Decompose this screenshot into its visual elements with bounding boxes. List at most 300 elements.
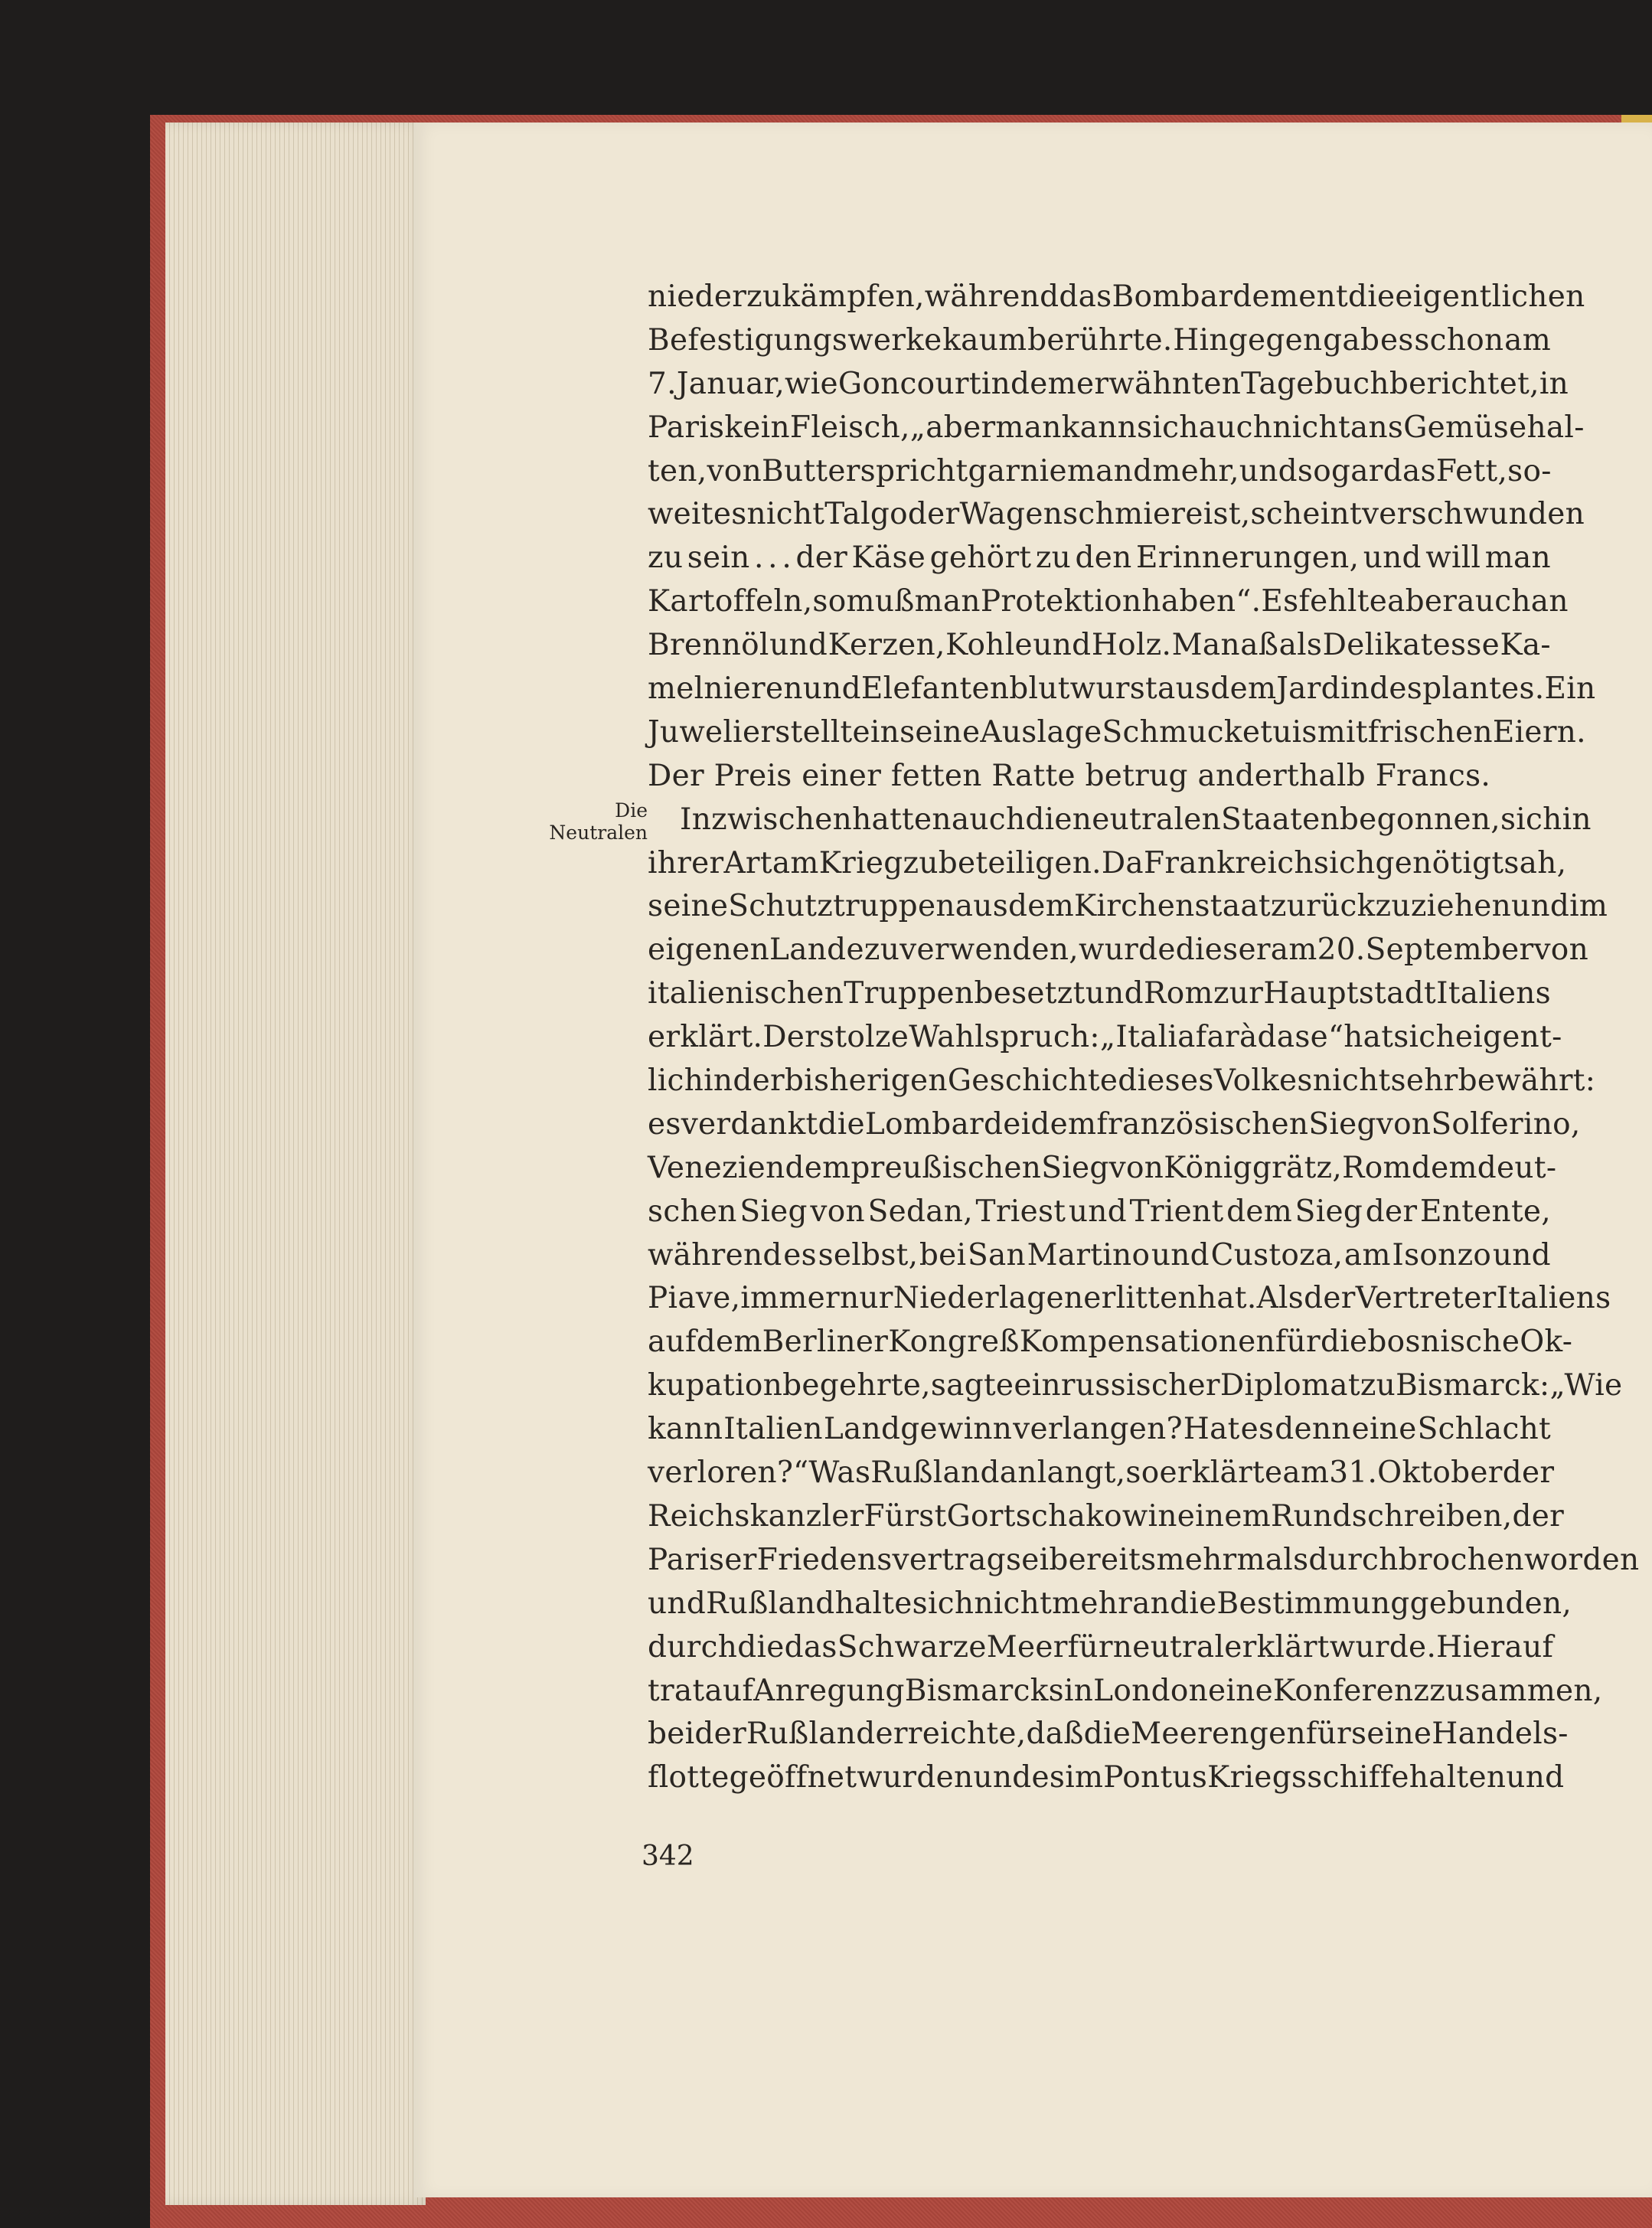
word: immer: [740, 1281, 840, 1316]
word: eigent-: [1454, 1020, 1562, 1055]
text-line: [648, 1452, 1555, 1495]
text-line: [648, 1713, 1569, 1756]
text-line: [648, 1147, 1557, 1191]
word: zurückzuziehen: [1270, 889, 1512, 924]
word: und: [1511, 889, 1570, 924]
word: sich: [1500, 802, 1562, 837]
word: Kongreß: [888, 1325, 1020, 1360]
word: Man: [1171, 628, 1240, 663]
word: so-: [1507, 453, 1552, 488]
word: während: [924, 279, 1059, 314]
word: Kartoffeln,: [648, 584, 813, 619]
word: verschwunden: [1361, 497, 1585, 532]
text-line: [648, 493, 1585, 537]
word: nur: [839, 1281, 893, 1316]
word: „Wie: [1549, 1368, 1623, 1403]
word: erklärt: [1224, 1629, 1330, 1664]
word: denn: [1275, 1412, 1351, 1447]
word: der: [795, 541, 848, 576]
word: eigenen: [648, 933, 770, 968]
word: neutral: [1112, 1629, 1225, 1664]
word: eine: [1351, 1412, 1417, 1447]
word: kupation: [648, 1368, 783, 1403]
word: berichtet,: [1389, 366, 1539, 401]
word: will: [1425, 541, 1481, 576]
word: und: [1239, 453, 1298, 488]
text-line: [648, 1016, 1562, 1060]
word: sah,: [1503, 845, 1567, 880]
word: Ka-: [1500, 628, 1551, 663]
word: niemand: [1020, 453, 1153, 488]
word: Rußland: [706, 1586, 835, 1621]
word: seine: [1351, 1717, 1432, 1752]
word: flotte: [648, 1760, 730, 1795]
word: Talg: [824, 497, 890, 532]
word: die: [1321, 1325, 1368, 1360]
word: in: [870, 714, 900, 750]
word: Rom: [1144, 976, 1213, 1011]
word: es: [648, 1106, 681, 1142]
word: Inzwischen: [680, 802, 853, 837]
word: Truppen: [844, 976, 975, 1011]
word: man: [995, 410, 1062, 445]
word: Pontus: [1103, 1760, 1208, 1795]
word: auch: [1198, 410, 1273, 445]
word: plantes.: [1422, 671, 1545, 707]
word: Eiern.: [1492, 714, 1586, 750]
word: Rundschreiben,: [1270, 1498, 1513, 1534]
word: Bestimmung: [1216, 1586, 1410, 1621]
word: Es: [1261, 584, 1299, 619]
word: Schlacht: [1417, 1412, 1551, 1447]
word: aber: [1387, 584, 1458, 619]
word: seine: [648, 889, 729, 924]
word: nicht: [746, 497, 825, 532]
word: Italiens: [1436, 976, 1551, 1011]
word: dem: [1008, 889, 1074, 924]
word: Meerengen: [1131, 1717, 1306, 1752]
text-line: [648, 276, 1585, 319]
word: erreichte,: [875, 1717, 1027, 1752]
word: dem: [696, 1325, 762, 1360]
word: italienischen: [648, 976, 844, 1011]
word: oder: [890, 497, 960, 532]
word: Berliner: [762, 1325, 889, 1360]
word: der: [1304, 1281, 1356, 1316]
word: fehlte: [1298, 584, 1388, 619]
word: Martino: [1027, 1237, 1151, 1272]
text-line: [648, 1756, 1565, 1800]
word: Schmucketuis: [1102, 714, 1317, 750]
word: von: [1376, 1106, 1432, 1142]
word: Protektion: [980, 584, 1142, 619]
word: sich: [912, 1586, 975, 1621]
word: erklärte: [1159, 1455, 1283, 1491]
word: ten,: [648, 453, 707, 488]
word: berührte.: [1027, 322, 1173, 358]
word: Sedan,: [867, 1194, 973, 1229]
word: Kerzen,: [828, 628, 945, 663]
word: Schwarze: [837, 1629, 987, 1664]
word: am: [1270, 933, 1317, 968]
word: die: [1347, 279, 1396, 314]
word: mehr: [1052, 1586, 1133, 1621]
word: Kirchenstaat: [1073, 889, 1271, 924]
word: dem: [1210, 671, 1277, 707]
word: Reichskanzler: [648, 1498, 864, 1534]
word: des: [1370, 671, 1423, 707]
word: von: [707, 453, 762, 488]
word: dieser: [1175, 933, 1271, 968]
margin-note: [536, 799, 648, 844]
word: zu: [648, 541, 684, 576]
text-line: [648, 1060, 1596, 1103]
word: gab: [1323, 322, 1380, 358]
word: Rußland: [870, 1455, 1000, 1491]
word: Isonzo: [1392, 1237, 1492, 1272]
word: Schutztruppen: [728, 889, 955, 924]
word: in: [1063, 1673, 1094, 1708]
text-line: [648, 668, 1596, 711]
word: weit: [648, 497, 713, 532]
word: Meer: [986, 1629, 1068, 1664]
word: halten: [1409, 1760, 1507, 1795]
word: Bismarck:: [1396, 1368, 1550, 1403]
word: Bombardement: [1112, 279, 1348, 314]
word: niederzukämpfen,: [648, 279, 925, 314]
word: .: [782, 541, 792, 576]
word: eigentlichen: [1395, 279, 1585, 314]
word: gebunden,: [1409, 1586, 1572, 1621]
word: an: [1132, 1586, 1170, 1621]
word: Fleisch,: [789, 410, 910, 445]
word: Wagenschmiere: [959, 497, 1203, 532]
word: Custoza,: [1210, 1237, 1343, 1272]
word: zu: [864, 933, 900, 968]
text-line: [648, 319, 1551, 363]
word: Ok-: [1520, 1325, 1573, 1360]
word: haben“.: [1141, 584, 1262, 619]
word: Erinnerungen,: [1136, 541, 1360, 576]
word: Rom: [1342, 1150, 1412, 1185]
word: Staaten: [1221, 802, 1340, 837]
word: Fürst: [864, 1498, 947, 1534]
word: Volkes: [1213, 1063, 1313, 1099]
word: so: [812, 584, 847, 619]
word: Gortschakow: [946, 1498, 1148, 1534]
word: von: [1108, 1150, 1164, 1185]
word: mit: [1317, 714, 1368, 750]
word: muß: [846, 584, 915, 619]
word: französischen: [1096, 1106, 1309, 1142]
word: Paris: [648, 410, 725, 445]
word: das: [784, 1629, 837, 1664]
word: Sieg: [1308, 1106, 1376, 1142]
word: Hingegen: [1173, 322, 1323, 358]
word: zur: [1213, 976, 1264, 1011]
word: Rußland: [746, 1717, 876, 1752]
word: und: [1033, 628, 1092, 663]
word: Entente,: [1419, 1194, 1551, 1229]
word: besetzt: [974, 976, 1086, 1011]
word: frischen: [1367, 714, 1493, 750]
word: Fett,: [1435, 453, 1508, 488]
word: San: [967, 1237, 1026, 1272]
word: worden: [1523, 1542, 1640, 1577]
word: stellte: [775, 714, 870, 750]
word: sehr: [1390, 1063, 1458, 1099]
word: bosnische: [1367, 1325, 1520, 1360]
word: bei: [919, 1237, 967, 1272]
word: da: [1257, 1020, 1295, 1055]
word: Wahlspruch:: [909, 1020, 1100, 1055]
word: durch: [648, 1629, 738, 1664]
word: Friedensvertrag: [756, 1542, 1006, 1577]
word: an: [1530, 584, 1569, 619]
word: Befestigungswerke: [648, 322, 942, 358]
word: kein: [724, 410, 790, 445]
word: Frankreich: [1143, 845, 1314, 880]
word: und: [1363, 541, 1422, 576]
word: neutralen: [1072, 802, 1222, 837]
word: kann: [648, 1412, 723, 1447]
word: halte: [834, 1586, 913, 1621]
word: Butter: [762, 453, 860, 488]
text-line: [648, 1626, 1554, 1670]
page-edges: [165, 123, 426, 2205]
word: hatten: [852, 802, 952, 837]
word: wurden: [857, 1760, 974, 1795]
word: auf: [648, 1325, 697, 1360]
word: erwähnten: [1076, 366, 1242, 401]
word: sich: [1137, 410, 1199, 445]
word: Was: [808, 1455, 871, 1491]
word: eine: [1208, 1673, 1273, 1708]
word: hat.: [1197, 1281, 1257, 1316]
word: das: [1383, 453, 1436, 488]
word: und: [1151, 1237, 1210, 1272]
word: sogar: [1297, 453, 1383, 488]
word: Gemüse: [1403, 410, 1527, 445]
word: lich: [648, 1063, 704, 1099]
word: Handels-: [1432, 1717, 1569, 1752]
word: wurde: [1079, 933, 1176, 968]
word: sagte: [930, 1368, 1014, 1403]
word: der: [694, 1717, 747, 1752]
text-line: [648, 407, 1585, 450]
word: bisherigen: [784, 1063, 948, 1099]
word: für: [1275, 1325, 1321, 1360]
word: hal-: [1526, 410, 1585, 445]
word: verwenden,: [899, 933, 1079, 968]
word: sich: [1313, 845, 1376, 880]
word: verlangen?: [1013, 1412, 1183, 1447]
word: es: [713, 497, 747, 532]
word: dem: [1411, 1150, 1477, 1185]
word: und: [973, 1760, 1032, 1795]
word: scheint: [1250, 497, 1362, 532]
word: Als: [1256, 1281, 1304, 1316]
word: dem: [1010, 366, 1076, 401]
word: für: [1305, 1717, 1352, 1752]
word: Piave,: [648, 1281, 741, 1316]
word: der: [733, 1063, 785, 1099]
word: dem: [1030, 1106, 1097, 1142]
text-line: [648, 842, 1567, 886]
text-line: [648, 799, 1592, 842]
word: Venezien: [648, 1150, 785, 1185]
word: genötigt: [1375, 845, 1504, 880]
text-line: [648, 1670, 1603, 1713]
word: Brennöl: [648, 628, 769, 663]
word: Diplomat: [1219, 1368, 1360, 1403]
word: es: [1031, 1760, 1066, 1795]
word: sein: [687, 541, 750, 576]
text-line: [648, 929, 1588, 972]
word: am: [1343, 1237, 1391, 1272]
word: der: [1365, 1194, 1418, 1229]
word: der: [1502, 1455, 1555, 1491]
word: begehrte,: [782, 1368, 931, 1403]
word: in: [1562, 802, 1592, 837]
word: Januar,: [676, 366, 785, 401]
word: Geschichte: [947, 1063, 1118, 1099]
word: bei: [648, 1717, 695, 1752]
word: am: [1504, 322, 1551, 358]
text-line: [648, 624, 1551, 668]
word: in: [981, 366, 1011, 401]
word: 20.: [1317, 933, 1366, 968]
word: Tagebuch: [1241, 366, 1389, 401]
word: Jardin: [1276, 671, 1370, 707]
word: spricht: [860, 453, 968, 488]
text-line: [648, 1103, 1581, 1147]
word: Auslage: [980, 714, 1102, 750]
word: Kriegsschiffe: [1207, 1760, 1409, 1795]
word: mehrmals: [1156, 1542, 1309, 1577]
text-line: [648, 363, 1569, 407]
text-line: [648, 885, 1608, 929]
word: die: [737, 1629, 785, 1664]
word: den: [1075, 541, 1132, 576]
word: kann: [1061, 410, 1137, 445]
text-line: [648, 537, 1551, 580]
word: Hauptstadt: [1263, 976, 1436, 1011]
word: anlangt,: [999, 1455, 1126, 1491]
word: russischer: [1060, 1368, 1220, 1403]
word: zu: [1360, 1368, 1396, 1403]
word: Krieg: [818, 845, 903, 880]
word: auch: [951, 802, 1026, 837]
word: man: [914, 584, 981, 619]
word: preußischen: [850, 1150, 1042, 1185]
word: in: [704, 1063, 733, 1099]
text-line: [648, 711, 1586, 755]
word: durchbrochen: [1308, 1542, 1524, 1577]
word: Triest: [975, 1194, 1066, 1229]
word: mehr,: [1152, 453, 1239, 488]
word: und: [1068, 1194, 1127, 1229]
word: erlitten: [1083, 1281, 1197, 1316]
word: bewährt:: [1458, 1063, 1596, 1099]
word: Königgrätz,: [1164, 1150, 1343, 1185]
word: erklärt.: [648, 1020, 763, 1055]
word: als: [1278, 628, 1323, 663]
word: Niederlagen: [893, 1281, 1084, 1316]
word: zu: [1035, 541, 1072, 576]
word: am: [1282, 1455, 1330, 1491]
word: melnieren: [648, 671, 803, 707]
text-line: [648, 1321, 1573, 1364]
word: .: [754, 541, 764, 576]
word: Art: [723, 845, 772, 880]
word: nicht: [1312, 1063, 1391, 1099]
word: Käse: [851, 541, 926, 576]
word: Pariser: [648, 1542, 757, 1577]
word: und: [769, 628, 828, 663]
word: in: [1539, 366, 1569, 401]
word: Goncourt: [837, 366, 981, 401]
word: „Italia: [1099, 1020, 1196, 1055]
text-line: [648, 1277, 1611, 1321]
word: 31.: [1329, 1455, 1378, 1491]
word: von: [1533, 933, 1588, 968]
page-number: 342: [642, 1841, 694, 1872]
word: London: [1093, 1673, 1209, 1708]
word: Trient: [1129, 1194, 1224, 1229]
word: die: [1083, 1717, 1131, 1752]
word: es: [1379, 322, 1414, 358]
word: man: [1484, 541, 1551, 576]
text-line: [648, 972, 1551, 1016]
word: ist,: [1203, 497, 1251, 532]
word: bereits: [1049, 1542, 1157, 1577]
word: Da: [1101, 845, 1144, 880]
text-line: [648, 1364, 1623, 1408]
word: und: [1506, 1760, 1565, 1795]
word: Ein: [1544, 671, 1596, 707]
word: im: [1065, 1760, 1104, 1795]
word: kaum: [942, 322, 1027, 358]
text-line: Der Preis einer fetten Ratte betrug anderthalb Francs.: [648, 758, 1491, 793]
word: nicht: [974, 1586, 1053, 1621]
word: und: [802, 671, 861, 707]
word: .: [768, 541, 778, 576]
word: Sieg: [1295, 1194, 1363, 1229]
text-line: [648, 1583, 1572, 1626]
word: Juwelier: [648, 714, 775, 750]
word: sich: [1393, 1020, 1455, 1055]
word: verdankt: [681, 1106, 818, 1142]
word: der: [1512, 1498, 1565, 1534]
word: die: [818, 1106, 865, 1142]
word: die: [1025, 802, 1072, 837]
word: Kompensationen: [1019, 1325, 1275, 1360]
word: es: [783, 1237, 817, 1272]
word: zu: [903, 845, 939, 880]
word: ans: [1350, 410, 1404, 445]
word: und: [648, 1586, 707, 1621]
word: Sieg: [1041, 1150, 1109, 1185]
word: Holz.: [1091, 628, 1172, 663]
word: Elefantenblutwurst: [860, 671, 1158, 707]
body-text: [648, 276, 1640, 1800]
word: das: [1059, 279, 1112, 314]
word: Kohle: [945, 628, 1033, 663]
word: Sieg: [739, 1194, 808, 1229]
word: dem: [1226, 1194, 1293, 1229]
word: wie: [785, 366, 838, 401]
